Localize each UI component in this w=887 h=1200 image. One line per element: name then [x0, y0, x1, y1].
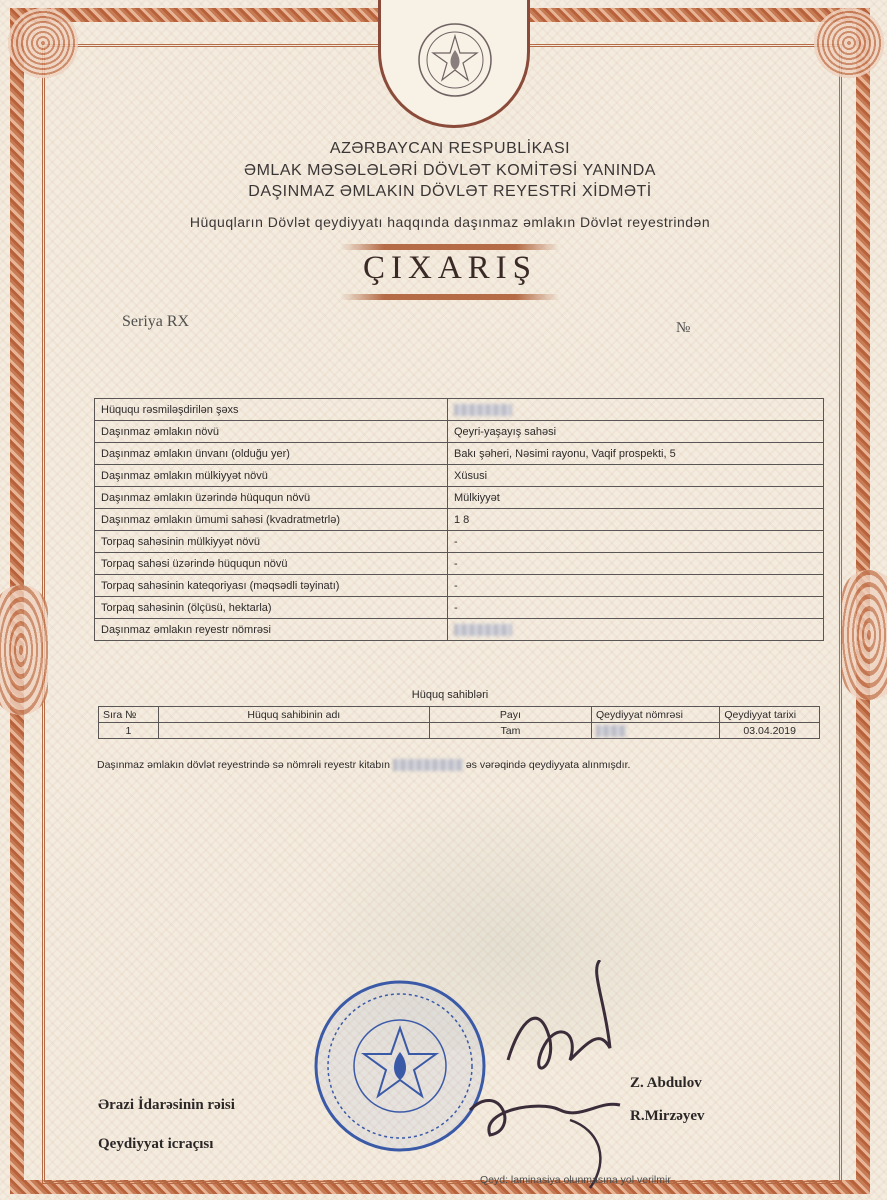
owner-share: Tam	[429, 723, 591, 739]
table-row	[95, 465, 824, 487]
title-ornament-bottom	[340, 294, 560, 300]
col-header-reg-date: Qeydiyyat tarixi	[720, 707, 820, 723]
row-value: 1 8	[448, 509, 824, 531]
side-rosette-right	[842, 570, 887, 700]
redacted-value	[393, 759, 463, 771]
row-label: Torpaq sahəsinin kateqoriyası (məqsədli təyinatı)	[95, 575, 448, 597]
owner-reg-number	[592, 723, 720, 739]
registry-note	[97, 759, 797, 771]
table-row	[95, 399, 824, 421]
signatory-role-head: Ərazi İdarəsinin rəisi	[98, 1097, 235, 1113]
row-value	[448, 619, 824, 641]
corner-rosette-top-left	[8, 8, 78, 78]
row-value: Bakı şəheri, Nəsimi rayonu, Vaqif prospekti, 5	[448, 443, 824, 465]
series-label: Seriya RX	[122, 313, 190, 330]
col-header-reg-number: Qeydiyyat nömrəsi	[592, 707, 720, 723]
redacted-value	[596, 725, 626, 737]
side-rosette-left	[0, 585, 48, 715]
row-value: Qeyri-yaşayış sahəsi	[448, 421, 824, 443]
owner-reg-date: 03.04.2019	[720, 723, 820, 739]
signatory-name-registrar: R.Mirzəyev	[630, 1108, 705, 1124]
table-row	[99, 723, 820, 739]
row-label: Daşınmaz əmlakın reyestr nömrəsi	[95, 619, 448, 641]
header-committee: ƏMLAK MƏSƏLƏLƏRİ DÖVLƏT KOMİTƏSİ YANINDA	[244, 162, 656, 179]
col-header-share: Payı	[429, 707, 591, 723]
table-row	[95, 619, 824, 641]
row-label: Daşınmaz əmlakın mülkiyyət növü	[95, 465, 448, 487]
document-title: ÇIXARIŞ	[362, 250, 538, 286]
col-header-owner-name: Hüquq sahibinin adı	[158, 707, 429, 723]
corner-rosette-top-right	[814, 8, 884, 78]
table-row	[95, 509, 824, 531]
row-label: Daşınmaz əmlakın ünvanı (olduğu yer)	[95, 443, 448, 465]
table-row	[95, 575, 824, 597]
table-row	[95, 597, 824, 619]
owners-section-title: Hüquq sahibləri	[411, 689, 489, 701]
row-label: Torpaq sahəsinin mülkiyyət növü	[95, 531, 448, 553]
signatory-name-head: Z. Abdulov	[630, 1075, 702, 1091]
number-label: №	[676, 320, 691, 336]
signatory-role-registrar: Qeydiyyat icraçısı	[98, 1136, 214, 1152]
owners-table	[98, 706, 820, 739]
row-value: -	[448, 575, 824, 597]
table-row	[95, 443, 824, 465]
row-label: Daşınmaz əmlakın ümumi sahəsi (kvadratmetrlə)	[95, 509, 448, 531]
row-value: -	[448, 531, 824, 553]
owner-name	[158, 723, 429, 739]
owners-header-row	[99, 707, 820, 723]
header-subtitle: Hüquqların Dövlət qeydiyyatı haqqında daşınmaz əmlakın Dövlət reyestrindən	[189, 214, 711, 230]
row-label: Torpaq sahəsinin (ölçüsü, hektarla)	[95, 597, 448, 619]
property-info-table	[94, 398, 824, 641]
lamination-footnote: Qeyd: laminasiya olunmasına yol verilmir	[480, 1174, 671, 1186]
row-value	[448, 399, 824, 421]
redacted-value	[454, 404, 512, 416]
row-label: Daşınmaz əmlakın üzərində hüququn növü	[95, 487, 448, 509]
state-emblem-icon	[415, 20, 495, 100]
row-label: Torpaq sahəsi üzərində hüququn növü	[95, 553, 448, 575]
header-service: DAŞINMAZ ƏMLAKIN DÖVLƏT REYESTRİ XİDMƏTİ	[248, 183, 652, 200]
row-value: -	[448, 597, 824, 619]
redacted-value	[454, 624, 512, 636]
owner-number: 1	[99, 723, 159, 739]
col-header-number: Sıra №	[99, 707, 159, 723]
row-value: Mülkiyyət	[448, 487, 824, 509]
row-value: -	[448, 553, 824, 575]
header-republic: AZƏRBAYCAN RESPUBLİKASI	[329, 140, 571, 157]
row-value: Xüsusi	[448, 465, 824, 487]
table-row	[95, 531, 824, 553]
registry-note-suffix: əs vərəqində qeydiyyata alınmışdır.	[465, 759, 631, 771]
table-row	[95, 487, 824, 509]
table-row	[95, 553, 824, 575]
row-label: Daşınmaz əmlakın növü	[95, 421, 448, 443]
registry-note-prefix: Daşınmaz əmlakın dövlət reyestrində sə nömrəli reyestr kitabın	[97, 759, 390, 771]
table-row	[95, 421, 824, 443]
row-label: Hüququ rəsmiləşdirilən şəxs	[95, 399, 448, 421]
